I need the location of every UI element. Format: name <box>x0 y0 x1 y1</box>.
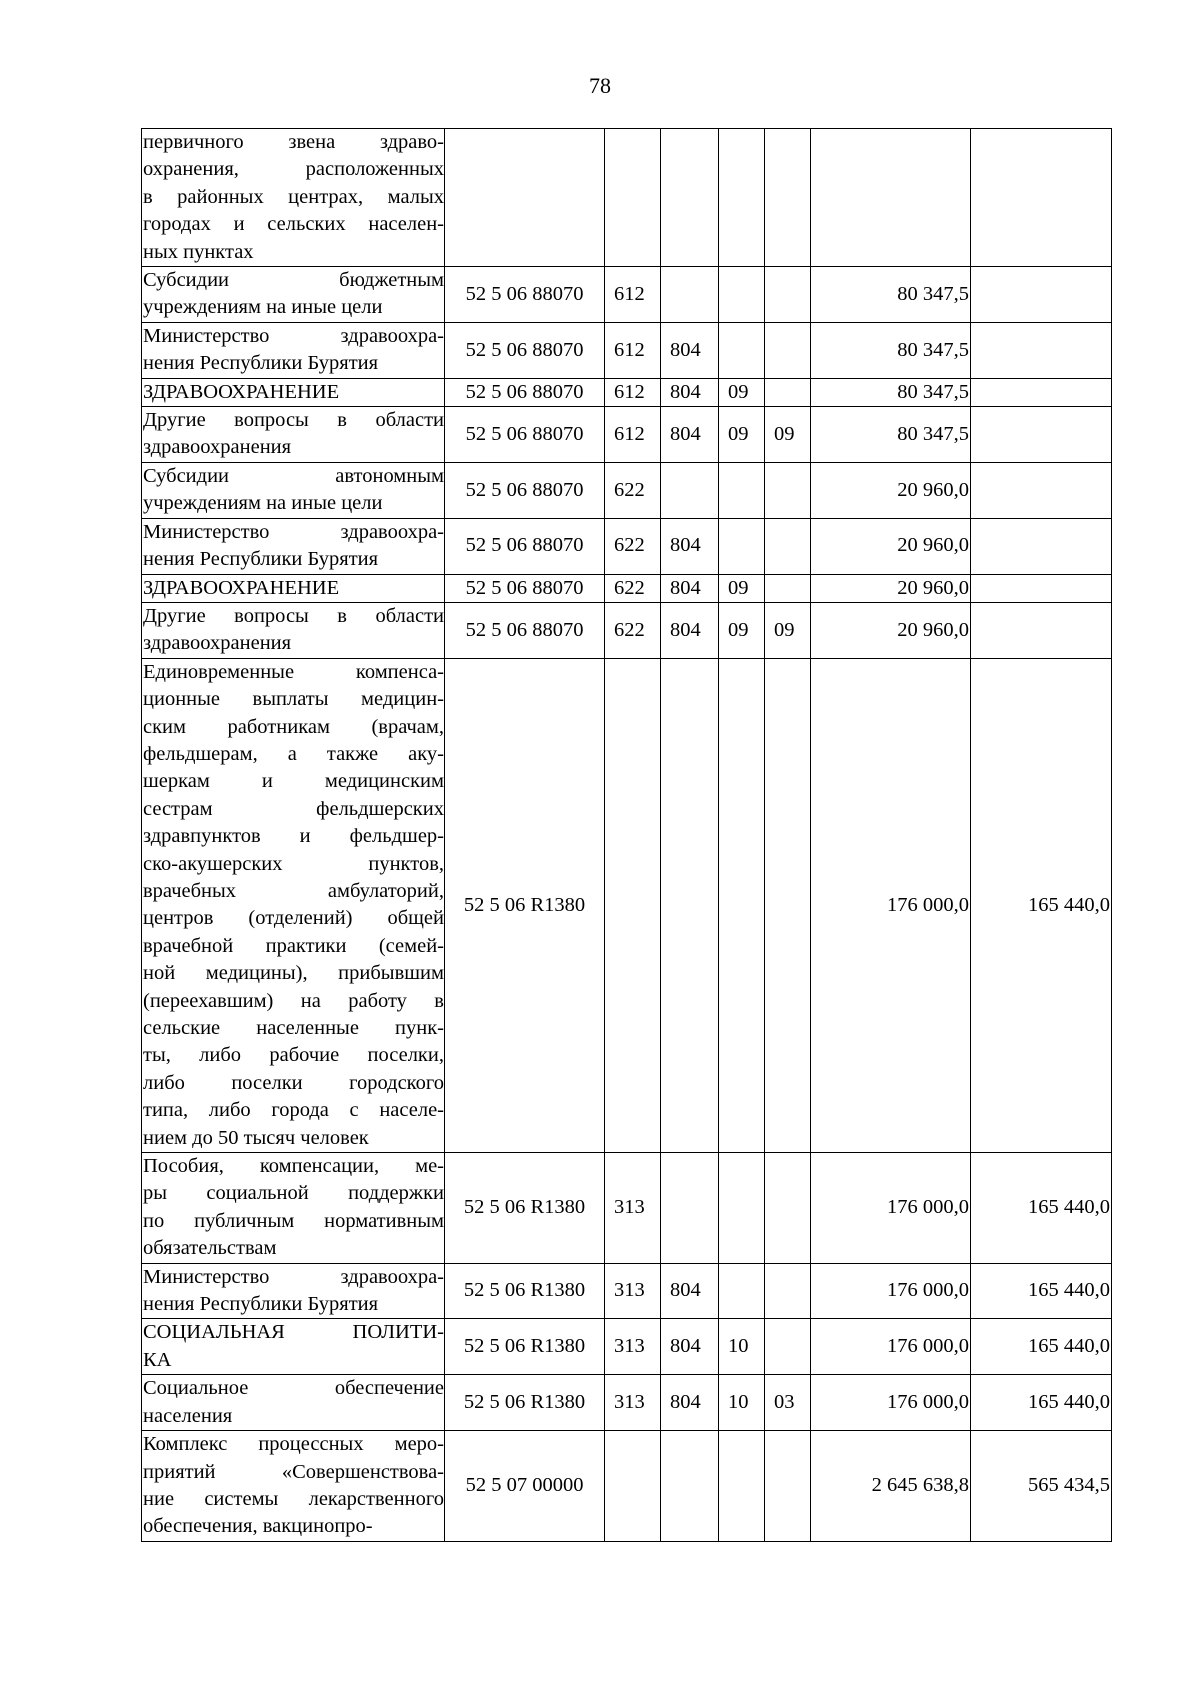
row-name-line: сельские населенные пунк- <box>143 1017 444 1039</box>
table-row <box>142 378 1112 406</box>
row-name-line: Другие вопросы в области <box>143 604 444 627</box>
row-name-line: ционные выплаты медицин- <box>143 688 444 711</box>
row-name-line: Министерство здравоохра- <box>143 520 444 543</box>
row-name-cell <box>142 518 445 574</box>
row-name-line: СОЦИАЛЬНАЯ ПОЛИТИ- <box>143 1321 444 1344</box>
target-code-cell: 52 5 06 88070 <box>445 462 605 518</box>
target-code-cell <box>445 129 605 267</box>
row-name-line: охранения, расположенных <box>143 158 444 181</box>
row-name-cell <box>142 1375 445 1431</box>
target-code-cell: 52 5 07 00000 <box>445 1431 605 1542</box>
subsection-cell <box>765 322 811 378</box>
target-code-cell: 52 5 06 R1380 <box>445 1319 605 1375</box>
amount-federal-cell <box>971 378 1112 406</box>
subsection-cell <box>765 518 811 574</box>
amount-cell: 80 347,5 <box>811 267 971 323</box>
row-name-line: нения Республики Бурятия <box>143 1293 379 1316</box>
target-code-cell: 52 5 06 88070 <box>445 602 605 658</box>
ministry-code-cell: 804 <box>661 407 719 463</box>
amount-federal-cell: 565 434,5 <box>971 1431 1112 1542</box>
row-name-cell <box>142 267 445 323</box>
subsection-cell: 09 <box>765 407 811 463</box>
ministry-code-cell <box>661 129 719 267</box>
amount-federal-cell: 165 440,0 <box>971 658 1112 1152</box>
row-name-line: городах и сельских населен- <box>143 213 444 236</box>
expense-type-cell: 622 <box>605 462 661 518</box>
section-cell <box>719 1153 765 1264</box>
amount-cell: 20 960,0 <box>811 602 971 658</box>
table-row <box>142 1263 1112 1319</box>
table-row <box>142 322 1112 378</box>
target-code-cell: 52 5 06 R1380 <box>445 1263 605 1319</box>
row-name-cell <box>142 378 445 406</box>
ministry-code-cell: 804 <box>661 322 719 378</box>
row-name-cell <box>142 1153 445 1264</box>
row-name-cell <box>142 462 445 518</box>
section-cell: 10 <box>719 1319 765 1375</box>
expense-type-cell <box>605 658 661 1152</box>
page-number: 78 <box>589 73 611 98</box>
amount-federal-cell <box>971 129 1112 267</box>
expense-type-cell: 313 <box>605 1153 661 1264</box>
row-name-line: обеспечения, вакцинопро- <box>143 1515 373 1538</box>
subsection-cell <box>765 378 811 406</box>
amount-cell: 176 000,0 <box>811 1153 971 1264</box>
expense-type-cell: 622 <box>605 602 661 658</box>
ministry-code-cell: 804 <box>661 1263 719 1319</box>
expense-type-cell <box>605 129 661 267</box>
amount-cell: 20 960,0 <box>811 518 971 574</box>
amount-federal-cell: 165 440,0 <box>971 1319 1112 1375</box>
row-name-cell <box>142 574 445 602</box>
row-name-line: здравпунктов и фельдшер- <box>143 825 444 848</box>
subsection-cell: 03 <box>765 1375 811 1431</box>
expense-type-cell <box>605 1431 661 1542</box>
row-name-cell <box>142 129 445 267</box>
table-row <box>142 407 1112 463</box>
section-cell: 09 <box>719 574 765 602</box>
row-name-cell <box>142 602 445 658</box>
subsection-cell <box>765 658 811 1152</box>
amount-federal-cell <box>971 407 1112 463</box>
ministry-code-cell <box>661 658 719 1152</box>
section-cell <box>719 129 765 267</box>
amount-cell: 80 347,5 <box>811 407 971 463</box>
budget-table-body <box>142 129 1112 1542</box>
table-row <box>142 518 1112 574</box>
table-row <box>142 574 1112 602</box>
row-name-line: Субсидии автономным <box>143 464 444 487</box>
section-cell: 09 <box>719 407 765 463</box>
expense-type-cell: 622 <box>605 574 661 602</box>
table-row <box>142 462 1112 518</box>
row-name-line: ты, либо рабочие поселки, <box>143 1044 444 1067</box>
section-cell <box>719 1263 765 1319</box>
row-name-line: Субсидии бюджетным <box>143 269 444 292</box>
amount-federal-cell: 165 440,0 <box>971 1375 1112 1431</box>
amount-federal-cell <box>971 518 1112 574</box>
row-name-cell <box>142 1431 445 1542</box>
ministry-code-cell: 804 <box>661 518 719 574</box>
row-name-line: ско-акушерских пунктов, <box>143 852 444 875</box>
row-name-line: врачебной практики (семей- <box>143 934 444 957</box>
amount-cell: 176 000,0 <box>811 658 971 1152</box>
expense-type-cell: 612 <box>605 267 661 323</box>
table-row <box>142 1431 1112 1542</box>
row-name-line: центров (отделений) общей <box>143 907 444 930</box>
amount-cell: 80 347,5 <box>811 378 971 406</box>
row-name-cell <box>142 658 445 1152</box>
ministry-code-cell <box>661 462 719 518</box>
row-name-line: нения Республики Бурятия <box>143 352 379 375</box>
row-name-cell <box>142 1263 445 1319</box>
amount-federal-cell <box>971 602 1112 658</box>
row-name-line: здравоохранения <box>143 436 292 459</box>
expense-type-cell: 313 <box>605 1263 661 1319</box>
target-code-cell: 52 5 06 R1380 <box>445 1375 605 1431</box>
section-cell: 09 <box>719 378 765 406</box>
ministry-code-cell: 804 <box>661 1375 719 1431</box>
section-cell: 10 <box>719 1375 765 1431</box>
target-code-cell: 52 5 06 88070 <box>445 267 605 323</box>
amount-cell: 176 000,0 <box>811 1319 971 1375</box>
row-name-cell <box>142 322 445 378</box>
table-row <box>142 129 1112 267</box>
row-name-line: Комплекс процессных меро- <box>143 1433 444 1456</box>
row-name-line: Социальное обеспечение <box>143 1377 444 1400</box>
amount-cell: 80 347,5 <box>811 322 971 378</box>
row-name-line: учреждениям на иные цели <box>143 492 383 515</box>
row-name-line: ским работникам (врачам, <box>143 715 444 738</box>
target-code-cell: 52 5 06 88070 <box>445 407 605 463</box>
amount-federal-cell <box>971 462 1112 518</box>
target-code-cell: 52 5 06 R1380 <box>445 1153 605 1264</box>
row-name-cell <box>142 407 445 463</box>
amount-cell: 176 000,0 <box>811 1263 971 1319</box>
budget-table <box>141 128 1112 1542</box>
amount-cell: 176 000,0 <box>811 1375 971 1431</box>
row-name-line: шеркам и медицинским <box>143 770 444 793</box>
row-name-line: нием до 50 тысяч человек <box>143 1126 369 1149</box>
section-cell <box>719 518 765 574</box>
amount-cell <box>811 129 971 267</box>
amount-cell: 20 960,0 <box>811 462 971 518</box>
subsection-cell <box>765 574 811 602</box>
row-name-line: Другие вопросы в области <box>143 409 444 432</box>
row-name-line: в районных центрах, малых <box>143 185 444 208</box>
row-name-line: типа, либо города с населе- <box>143 1099 444 1122</box>
expense-type-cell: 313 <box>605 1319 661 1375</box>
row-name-line: фельдшерам, а также аку- <box>143 742 444 765</box>
amount-federal-cell: 165 440,0 <box>971 1153 1112 1264</box>
row-name-line: Министерство здравоохра- <box>143 324 444 347</box>
row-name-line: ных пунктах <box>143 240 254 263</box>
target-code-cell: 52 5 06 88070 <box>445 322 605 378</box>
section-cell <box>719 462 765 518</box>
table-row <box>142 1319 1112 1375</box>
row-name-line: здравоохранения <box>143 632 292 655</box>
row-name-line: ние системы лекарственного <box>143 1487 444 1510</box>
subsection-cell <box>765 1263 811 1319</box>
row-name-cell <box>142 1319 445 1375</box>
expense-type-cell: 612 <box>605 378 661 406</box>
ministry-code-cell: 804 <box>661 602 719 658</box>
ministry-code-cell: 804 <box>661 378 719 406</box>
row-name-line: по публичным нормативным <box>143 1209 444 1232</box>
row-name-line: ры социальной поддержки <box>143 1182 444 1205</box>
section-cell <box>719 1431 765 1542</box>
row-name-line: либо поселки городского <box>143 1071 444 1094</box>
expense-type-cell: 612 <box>605 322 661 378</box>
row-name-line: ЗДРАВООХРАНЕНИЕ <box>143 380 340 403</box>
ministry-code-cell: 804 <box>661 574 719 602</box>
row-name-line: ной медицины), прибывшим <box>143 962 444 985</box>
ministry-code-cell: 804 <box>661 1319 719 1375</box>
expense-type-cell: 622 <box>605 518 661 574</box>
table-row <box>142 267 1112 323</box>
table-row <box>142 602 1112 658</box>
table-row <box>142 1153 1112 1264</box>
row-name-line: ЗДРАВООХРАНЕНИЕ <box>143 576 340 599</box>
target-code-cell: 52 5 06 R1380 <box>445 658 605 1152</box>
amount-federal-cell <box>971 322 1112 378</box>
target-code-cell: 52 5 06 88070 <box>445 378 605 406</box>
section-cell: 09 <box>719 602 765 658</box>
subsection-cell <box>765 129 811 267</box>
table-row <box>142 1375 1112 1431</box>
row-name-line: приятий «Совершенствова- <box>143 1460 444 1483</box>
target-code-cell: 52 5 06 88070 <box>445 574 605 602</box>
row-name-line: учреждениям на иные цели <box>143 296 383 319</box>
section-cell <box>719 322 765 378</box>
row-name-line: Единовременные компенса- <box>143 660 444 683</box>
section-cell <box>719 267 765 323</box>
row-name-line: населения <box>143 1404 233 1427</box>
row-name-line: обязательствам <box>143 1237 277 1260</box>
ministry-code-cell <box>661 267 719 323</box>
row-name-line: Министерство здравоохра- <box>143 1265 444 1288</box>
subsection-cell <box>765 1319 811 1375</box>
row-name-line: Пособия, компенсации, ме- <box>143 1155 444 1178</box>
subsection-cell: 09 <box>765 602 811 658</box>
amount-cell: 2 645 638,8 <box>811 1431 971 1542</box>
section-cell <box>719 658 765 1152</box>
table-row <box>142 658 1112 1152</box>
row-name-line: сестрам фельдшерских <box>143 797 444 820</box>
amount-federal-cell <box>971 574 1112 602</box>
row-name-line: (переехавшим) на работу в <box>143 989 444 1012</box>
row-name-line: первичного звена здраво- <box>143 131 444 153</box>
target-code-cell: 52 5 06 88070 <box>445 518 605 574</box>
expense-type-cell: 612 <box>605 407 661 463</box>
amount-cell: 20 960,0 <box>811 574 971 602</box>
row-name-line: врачебных амбулаторий, <box>143 879 444 902</box>
row-name-line: нения Республики Бурятия <box>143 548 379 571</box>
ministry-code-cell <box>661 1153 719 1264</box>
amount-federal-cell: 165 440,0 <box>971 1263 1112 1319</box>
amount-federal-cell <box>971 267 1112 323</box>
subsection-cell <box>765 1153 811 1264</box>
subsection-cell <box>765 462 811 518</box>
subsection-cell <box>765 1431 811 1542</box>
expense-type-cell: 313 <box>605 1375 661 1431</box>
row-name-line: КА <box>143 1348 172 1371</box>
ministry-code-cell <box>661 1431 719 1542</box>
subsection-cell <box>765 267 811 323</box>
